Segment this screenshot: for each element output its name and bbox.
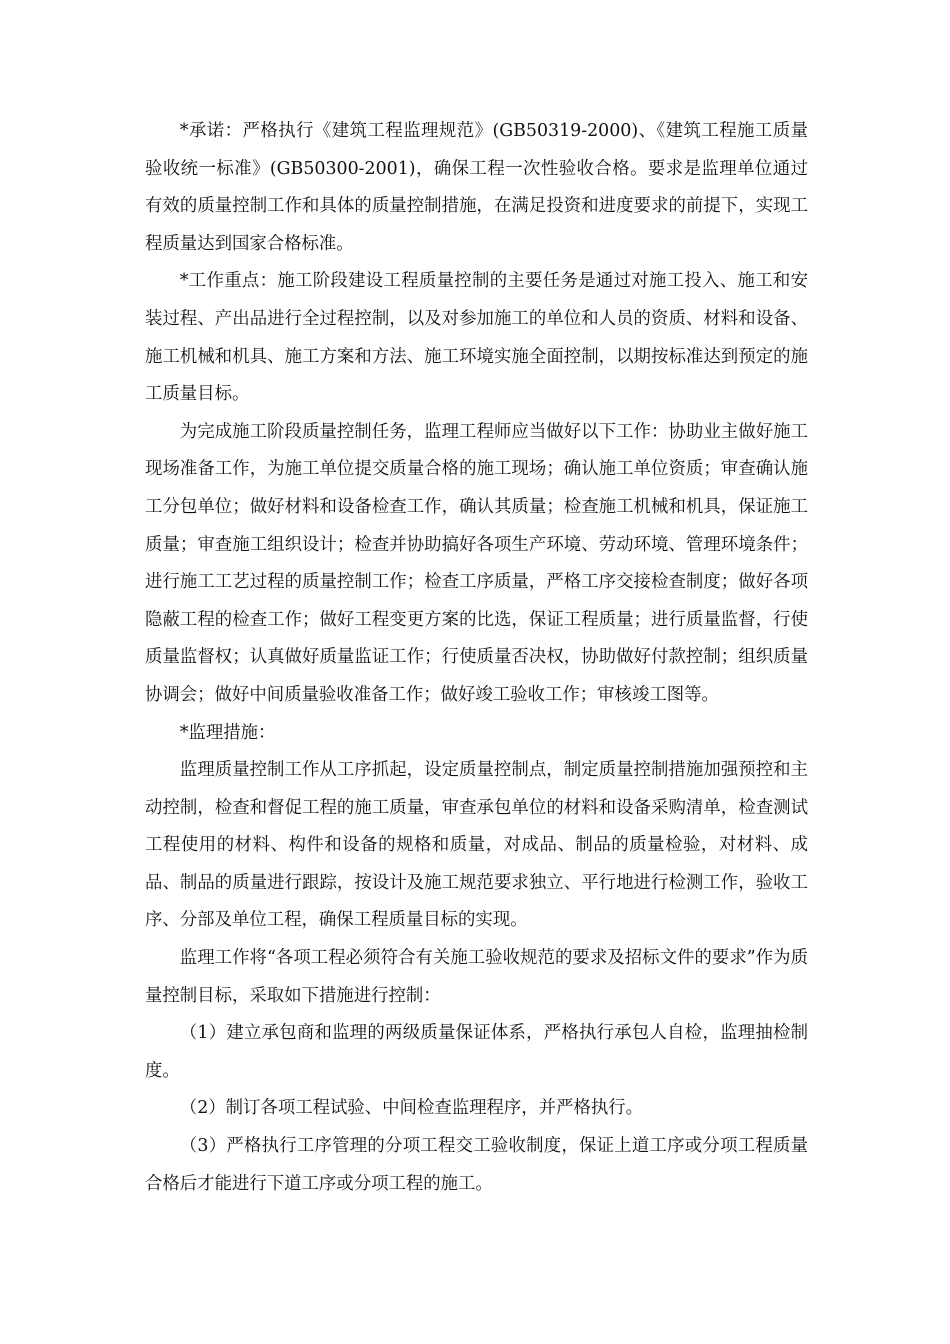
paragraph-control-objective: 监理工作将“各项工程必须符合有关施工验收规范的要求及招标文件的要求”作为质量控制目标，采取如下措施进行控制： [145,948,808,1006]
list-item-1: （1）建立承包商和监理的两级质量保证体系，严格执行承包人自检，监理抽检制度。 [145,1023,808,1081]
paragraph-measures-heading: *监理措施： [179,722,276,743]
paragraph-work-focus: *工作重点：施工阶段建设工程质量控制的主要任务是通过对施工投入、施工和安装过程、产出品进行全过程控制，以及对参加施工的单位和人员的资质、材料和设备、施工机械和机具、施工方案和方法、施工环境实施全面控制，以期按标准达到预定的施工质量目标。 [145,271,808,405]
list-item-3: （3）严格执行工序管理的分项工程交工验收制度，保证上道工序或分项工程质量合格后才能进行下道工序或分项工程的施工。 [145,1136,808,1194]
paragraph-quality-control-tasks: 为完成施工阶段质量控制任务，监理工程师应当做好以下工作：协助业主做好施工现场准备工作，为施工单位提交质量合格的施工现场；确认施工单位资质；审查确认施工分包单位；做好材料和设备检查工作，确认其质量；检查施工机械和机具，保证施工质量；审查施工组织设计；检查并协助搞好各项生产环境、劳动环境、管理环境条件；进行施工工艺过程的质量控制工作；检查工序质量，严格工序交接检查制度；做好各项隐蔽工程的检查工作；做好工程变更方案的比选，保证工程质量；进行质量监督，行使质量监督权；认真做好质量监证工作；行使质量否决权，协助做好付款控制；组织质量协调会；做好中间质量验收准备工作；做好竣工验收工作；审核竣工图等。 [145,421,808,705]
paragraph-measures-body: 监理质量控制工作从工序抓起，设定质量控制点，制定质量控制措施加强预控和主动控制，检查和督促工程的施工质量，审查承包单位的材料和设备采购清单，检查测试工程使用的材料、构件和设备的规格和质量，对成品、制品的质量检验，对材料、成品、制品的质量进行跟踪，按设计及施工规范要求独立、平行地进行检测工作，验收工序、分部及单位工程，确保工程质量目标的实现。 [145,760,808,931]
list-item-2: （2）制订各项工程试验、中间检查监理程序，并严格执行。 [179,1098,644,1119]
paragraph-commitment: *承诺：严格执行《建筑工程监理规范》(GB50319-2000)、《建筑工程施工质量验收统一标准》(GB50300-2001)，确保工程一次性验收合格。要求是监理单位通过有效的质量控制工作和具体的质量控制措施，在满足投资和进度要求的前提下，实现工程质量达到国家合格标准。 [145,121,808,254]
document-page [145,113,808,1203]
